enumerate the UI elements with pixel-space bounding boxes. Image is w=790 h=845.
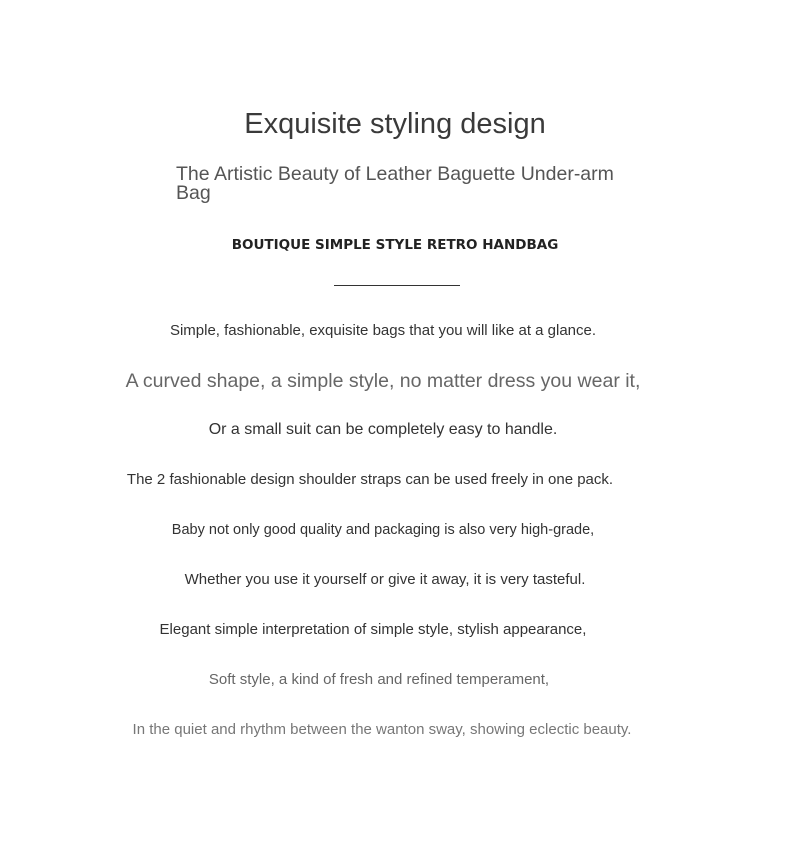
body-line-3: Or a small suit can be completely easy to handle.	[208, 421, 558, 438]
body-line-9: In the quiet and rhythm between the wanton sway, showing eclectic beauty.	[132, 721, 632, 738]
divider	[334, 285, 460, 286]
body-line-7: Elegant simple interpretation of simple style, stylish appearance,	[159, 621, 587, 638]
tagline: BOUTIQUE SIMPLE STYLE RETRO HANDBAG	[231, 237, 559, 253]
page-title: Exquisite styling design	[244, 108, 546, 140]
body-line-5: Baby not only good quality and packaging is also very high-grade,	[171, 522, 595, 538]
body-line-4: The 2 fashionable design shoulder straps can be used freely in one pack.	[126, 471, 614, 488]
body-line-6: Whether you use it yourself or give it away, it is very tasteful.	[184, 571, 586, 588]
body-line-8: Soft style, a kind of fresh and refined temperament,	[208, 671, 550, 688]
body-line-2: A curved shape, a simple style, no matter dress you wear it,	[125, 370, 641, 392]
page-subtitle: The Artistic Beauty of Leather Baguette Under-arm Bag	[176, 163, 614, 204]
body-line-1: Simple, fashionable, exquisite bags that you will like at a glance.	[169, 322, 597, 339]
